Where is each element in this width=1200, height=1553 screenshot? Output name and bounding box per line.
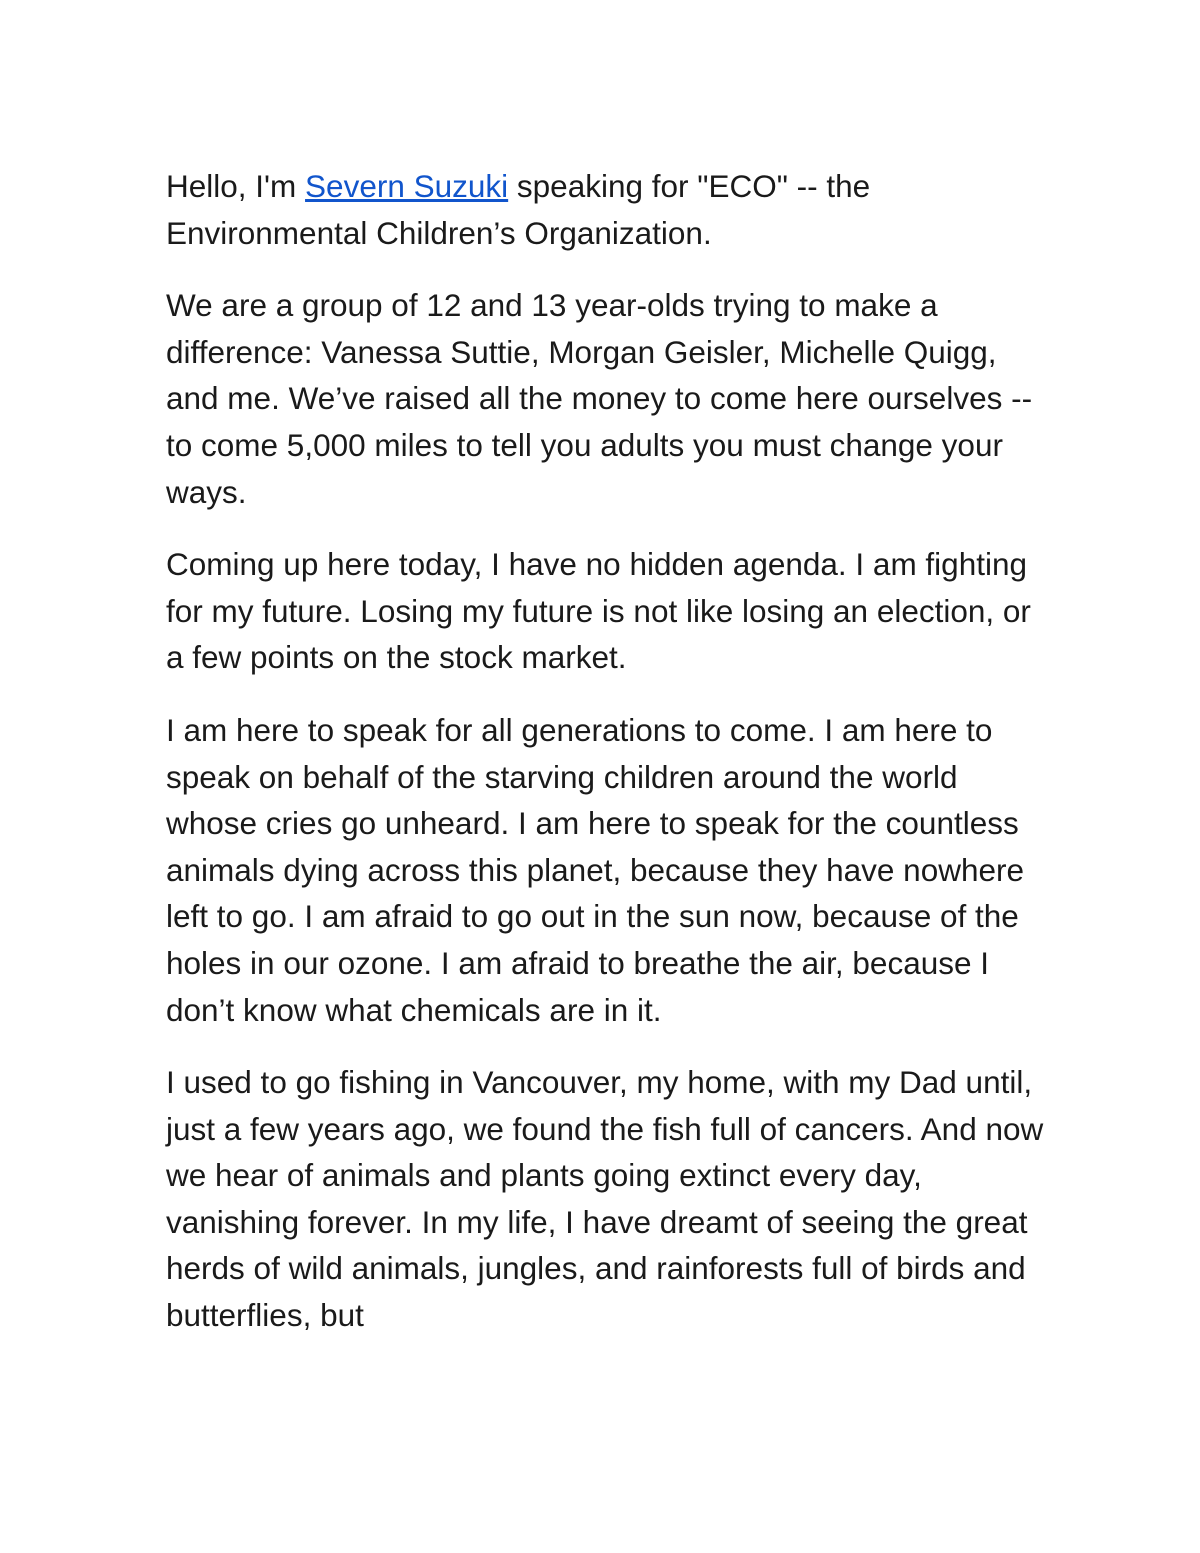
severn-suzuki-link[interactable]: Severn Suzuki [305,168,509,204]
intro-text-after-link: speaking for "ECO" -- the Environmental Children’s Organization. [166,168,871,251]
intro-text-before-link: Hello, I'm [166,168,306,204]
paragraph-fishing: I used to go fishing in Vancouver, my home, with my Dad until, just a few years ago, we found the fish full of cancers. And now we hear of animals and plants going extinct every day, vanishing forever. In my life, I have dreamt of seeing the great herds of wild animals, jungles, and rainforests full of birds and butterflies, but [166,1064,1044,1334]
speech-text [166,163,1046,1365]
paragraph-agenda: Coming up here today, I have no hidden agenda. I am fighting for my future. Losing my future is not like losing an election, or a few points on the stock market. [166,546,1031,676]
paragraph-intro [166,163,1046,256]
paragraph-group: We are a group of 12 and 13 year-olds trying to make a difference: Vanessa Suttie, Morgan Geisler, Michelle Quigg, and me. We’ve raised all the money to come here ourselves -- to come 5,000 miles to tell you adults you must change your ways. [166,287,1033,510]
paragraph-generations: I am here to speak for all generations to come. I am here to speak on behalf of the starving children around the world whose cries go unheard. I am here to speak for the countless animals dying across this planet, because they have nowhere left to go. I am afraid to go out in the sun now, because of the holes in our ozone. I am afraid to breathe the air, because I don’t know what chemicals are in it. [166,711,1025,1028]
